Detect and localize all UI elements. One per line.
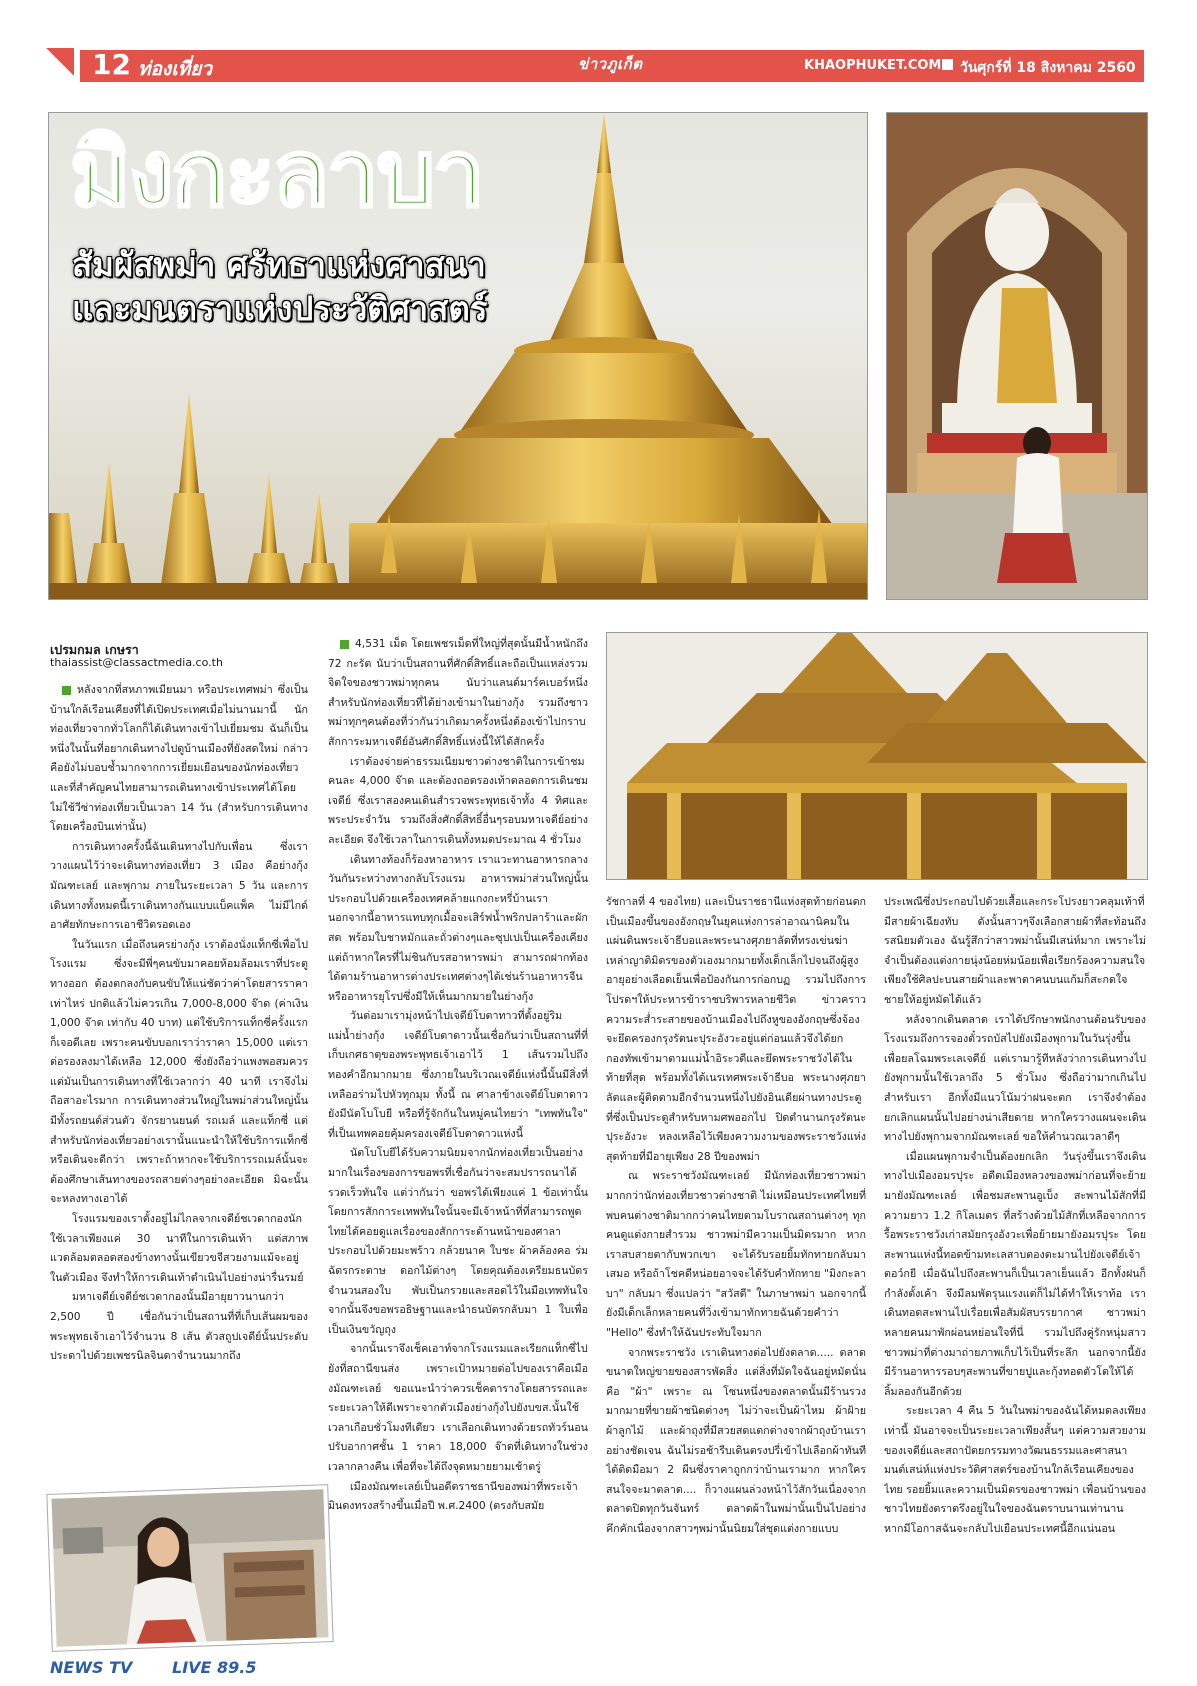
mandalay-palace-photo	[606, 632, 1148, 880]
paragraph: การเดินทางครั้งนี้ฉันเดินทางไปกับเพื่อน ซึ่งเราวางแผนไว้ว่าจะเดินทางท่องเที่ยว 3 เมือง คือย่างกุ้ง มัณฑะเลย์ และพุกาม ภายในระยะเวลา 5 วัน และการเดินทางทั้งหมดนี้เราเดินทางกันแบบแบ็คแพ็ค ไม่มีไกด์ อาศัยทักษะการเอาชีวิตรอดเอง	[50, 839, 308, 932]
article-title: มิงกะลาบา	[70, 120, 483, 227]
paragraph: รัชกาลที่ 4 ของไทย) และเป็นราชธานีแห่งสุดท้ายก่อนตกเป็นเมืองขึ้นของอังกฤษในยุคแห่งการล่าอาณานิคมในแผ่นดินพระเจ้าธีบอและพระนางศุภยาลัตที่ทรงเข่นฆ่าเหล่าญาติมิตรของตัวเองมากมายทั้งเด็กเล็กไปจนถึงผู้สูงอายุอย่างเลือดเย็นเพื่อป้องกันการก่อกบฏ รวมไปถึงการโปรดฯให้ประหารข้าราชบริพารหลายชีวิต ข่าวคราวความระส่ำระสายของบ้านเมืองไปถึงหูของอังกฤษซึ่งจ้องจะยึดครองกรุงรัตนะปุระอังวะอยู่แต่ก่อนแล้วจึงได้ยกกองทัพเข้ามาตามแม่น้ำอิระวดีและยึดพระราชวังได้ในท้ายที่สุด พร้อมทั้งได้เนรเทศพระเจ้าธีบอ พระนางศุภยาลัตและผู้ติดตามอีกจำนวนหนึ่งไปยังอินเดียผ่านทางประตูที่ซึ่งเป็นประตูสำหรับหามศพออกไป ปิดตำนานกรุงรัตนะปุระอังวะ หลงเหลือไว้เพียงความงามของพระราชวังแห่งสุดท้ายที่มีอายุเพียง 28 ปีของพม่า	[606, 895, 866, 1163]
paragraph: มหาเจดีย์เจดีย์ชเวดากองนั้นมีอายุยาวนานกว่า 2,500 ปี เชื่อกันว่าเป็นสถานที่ที่เก็บเส้นผมของพระพุทธเจ้าเอาไว้จำนวน 8 เส้น ตัวสถูปเจดีย์นั้นประดับประดาไปด้วยเพชรนิลจินดาจำนวนมากถึง	[50, 1290, 308, 1363]
section-corner-icon	[46, 48, 74, 76]
traveler-photo	[47, 1485, 332, 1651]
article-column-4	[884, 892, 1146, 1658]
paragraph: เราต้องจ่ายค่าธรรมเนียมชาวต่างชาติในการเข้าชมคนละ 4,000 จ๊าด และต้องถอดรองเท้าตลอดการเดินชมเจดีย์ ซึ่งเราสองคนเดินสำรวจพระพุทธเจ้าทั้ง 4 ทิศและพระประจำวัน รวมถึงสิ่งศักดิ์สิทธิ์อื่นๆรอบมหาเจดีย์อย่างละเอียด จึงใช้เวลาในการเดินทั้งหมดประมาณ 4 ชั่วโมง	[328, 754, 588, 846]
page-number: 12	[92, 48, 131, 81]
article-column-1	[50, 680, 308, 1480]
paragraph: ในวันแรก เมื่อถึงนครย่างกุ้ง เราต้องนั่งแท็กซี่เพื่อไปโรงแรม ซึ่งจะมีพี่ๆคนขับมาคอยห้อมล้อมเราที่ประตูทางออก ต้องตกลงกับคนขับให้แน่ชัดว่าค่าโดยสารราคาเท่าไหร่ ปกติแล้วไม่ควรเกิน 7,000-8,000 จ๊าด (ค่าเงิน 1,000 จ๊าด เท่ากับ 40 บาท) แต่ใช้บริการแท็กซี่ครั้งแรกก็เจอดีเลย เพราะคนขับบอกเราว่าราคา 15,000 แต่เราต่อรองลงมาได้เหลือ 12,000 ซึ่งยังถือว่าแพงพอสมควร แต่มันเป็นการเดินทางที่ใช้เวลากว่า 40 นาที เราจึงไม่ถือสาอะไรมาก การเดินทางส่วนใหญ่ในพม่าส่วนใหญ่นั้นมีทั้งรถยนต์ส่วนตัว จักรยานยนต์ รถเมล์ และแท็กซี่ แต่สำหรับนักท่องเที่ยวอย่างเรานั้นแนะนำให้ใช้บริการแท็กซี่หรือเดินจะดีกว่า เพราะถ้าหากจะใช้บริการรถเมล์นั้นจะต้องศึกษาเส้นทางของรถสายต่างๆอย่างละเอียด มิฉะนั้นจะหลงทางเอาได้	[50, 937, 308, 1206]
paragraph: เมืองมัณฑะเลย์เป็นอดีตราชธานีของพม่าที่พระเจ้ามินดงทรงสร้างขึ้นเมื่อปี พ.ศ.2400 (ตรงกับสมัย	[328, 1479, 578, 1513]
article-column-3	[606, 892, 866, 1658]
masthead-logo: ข่าวภูเก็ต	[578, 55, 643, 73]
paragraph: นัตโบโบยีได้รับความนิยมจากนักท่องเที่ยวเป็นอย่างมากในเรื่องของการขอพรที่เชื่อกันว่าจะสมปรารถนาได้รวดเร็วทันใจ แต่ว่ากันว่า ขอพรได้เพียงแค่ 1 ข้อเท่านั้น โดยการสักการะเทพทันใจนั้นจะมีเจ้าหน้าที่ที่สามารถพูดไทยได้คอยดูแลเรื่องของสักการะด้านหน้าของศาลา ประกอบไปด้วยมะพร้าว กล้วยนาค ใบชะ ผ้าคล้องคอ ร่มฉัตรกระดาษ ดอกไม้ต่างๆ โดยคุณต้องเตรียมธนบัตรจำนวนสองใบ พับเป็นกรวยและสอดไว้ในมือเทพทันใจ จากนั้นจึงขอพรอธิษฐานและนำธนบัตรกลับมา 1 ใบเพื่อเป็นเงินขวัญถุง	[328, 1146, 588, 1336]
paragraph: จากนั้นเราจึงเช็คเอาท์จากโรงแรมและเรียกแท็กซี่ไปยังที่สถานีขนส่ง เพราะเป้าหมายต่อไปของเราคือเมืองมัณฑะเลย์ ขอแนะนำว่าควรเช็คตารางโดยสารรถและระยะเวลาให้ดีเพราะจากตัวเมืองย่างกุ้งไปยังบขส.นั้นใช้เวลาเกือบชั่วโมงทีเดียว เราเลือกเดินทางด้วยรถทัวร์นอนปรับอากาศชั้น 1 ราคา 18,000 จ๊าดที่เดินทางในช่วงเวลากลางคืน เพื่อที่จะได้ถึงจุดหมายยามเช้าตรู่	[328, 1342, 588, 1473]
buddha-statue-photo	[886, 112, 1148, 600]
paragraph: ประเพณีซึ่งประกอบไปด้วยเสื้อและกระโปรงยาวคลุมเท้าที่มีสายผ้าเฉียงทับ ดังนั้นสาวๆจึงเลือกสายผ้าที่สะท้อนถึงรสนิยมตัวเอง ฉันรู้สึกว่าสาวพม่านั้นมีเสน่ห์มาก เพราะไม่จำเป็นต้องแต่งกายนุ่งน้อยห่มน้อยเพื่อเรียกร้องความสนใจ เพียงใช้ศิลปะบนสายผ้าและพาตาคนบนแก้มก็สะกดใจชายให้อยู่หมัดได้แล้ว	[884, 895, 1146, 1006]
article-subtitle-line2: และมนตราแห่งประวัติศาสตร์	[72, 289, 488, 328]
issue-date: วันศุกร์ที่ 18 สิงหาคม 2560	[960, 60, 1136, 76]
separator-square-icon	[942, 59, 953, 70]
article-subtitle-line1: สัมผัสพม่า ศรัทธาแห่งศาสนา	[72, 245, 486, 284]
paragraph: เดินทางท้องก็ร้องหาอาหาร เราแวะทานอาหารกลางวันกันระหว่างทางกลับโรงแรม อาหารพม่าส่วนใหญ่นั้นประกอบไปด้วยเครื่องเทศคล้ายแกงกะหรี่บ้านเรา นอกจากนี้อาหารแทบทุกเมื้อจะเสิร์ฟน้ำพริกปลาร้าและผักสด พร้อมใบชาหมักและถั่วต่างๆและซุปเปเป็นเครื่องเคียง แต่ถ้าหากใครที่ไม่ชินกับรสอาหารพม่า สามารถฝากท้องได้ตามร้านอาหารต่างประเทศต่างๆได้เช่นร้านอาหารจีนหรืออาหารยุโรปซึ่งมีให้เห็นมากมายในย่างกุ้ง	[328, 852, 588, 1003]
author-email[interactable]: thaiassist@classactmedia.co.th	[50, 656, 223, 669]
footer-live-logo[interactable]: LIVE 89.5	[172, 1658, 257, 1677]
paragraph: เมื่อแผนพุกามจำเป็นต้องยกเลิก วันรุ่งขึ้นเราจึงเดินทางไปเมืองอมรปุระ อดีตเมืองหลวงของพม่าก่อนที่จะย้ายมายังมัณฑะเลย์ เพื่อชมสะพานอูเบ็ง สะพานไม้สักที่มีความยาว 1.2 กิโลเมตร ที่สร้างด้วยไม้สักที่เหลือจากการรื้อพระราชวังเก่าสมัยกรุงอังวะเพื่อย้ายมายังอมรปุระ โดยสะพานแห่งนี้ทอดข้ามทะเลสาบตองตะมานไปยังเจดีย์เจ้าตอว์กยี เมื่อฉันไปถึงสะพานก็เป็นเวลาเย็นแล้ว อีกทั้งฝนก็กำลังตั้งเค้า จึงมีลมพัดรุนแรงแต่ก็ไม่ได้ทำให้เราท้อ เราเดินทอดสะพานไปเรื่อยเพื่อสัมผัสบรรยากาศ ชาวพม่าหลายคนมาพักผ่อนหย่อนใจที่นี่ รวมไปถึงคู่รักหนุ่มสาวชาวพม่าที่ต่างมาถ่ายภาพเก็บไว้เป็นที่ระลึก นอกจากนี้ยังมีร้านอาหารรอบๆสะพานที่ขายปูและกุ้งทอดตัวโตให้ได้ลิ้มลองกันอีกด้วย	[884, 1149, 1146, 1398]
paragraph: หลังจากเดินตลาด เราได้ปรึกษาพนักงานต้อนรับของโรงแรมถึงการจองตั๋วรถบัสไปยังเมืองพุกามในวันรุ่งขึ้นเพื่อยลโฉมพระเลเจดีย์ แต่เรามารู้ทีหลังว่าการเดินทางไปยังพุกามนั้นใช้เวลาถึง 5 ชั่วโมง ซึ่งถือว่ามากเกินไปสำหรับเรา อีกทั้งมีแนวโน้มว่าฝนจะตก เราจึงจำต้องยกเลิกแผนนั้นไปอย่างน่าเสียดาย หากใครวางแผนจะเดินทางไปยังพุกามจากมัณฑะเลย์ ขอให้คำนวณเวลาดีๆ	[884, 1012, 1146, 1144]
footer-news-logo[interactable]: NEWS TV	[50, 1658, 133, 1677]
paragraph: วันต่อมาเรามุ่งหน้าไปเจดีย์โบตาทาวที่ตั้งอยู่ริมแม่น้ำย่างกุ้ง เจดีย์โบตาดาวนั้นเชื่อกันว่าเป็นสถานที่ที่เก็บเกศธาตุของพระพุทธเจ้าเอาไว้ 1 เส้นรวมไปถึงทองคำอีกมากมาย ซึ่งภายในบริเวณเจดีย์แห่งนี้นั้นมีสิ่งที่เหลืออร่ามไปหัวทุกมุม ทั้งนี้ ณ ศาลาข้างเจดีย์โบตาดาวยังมีนัตโบโบยี หรือที่รู้จักกันในหมู่คนไทยว่า "เทพทันใจ" ที่เป็นเทพคอยคุ้มครองเจดีย์โบตาดาวแห่งนี้	[328, 1009, 588, 1140]
author-name: เปรมกมล เกษรา	[50, 642, 139, 657]
paragraph: โรงแรมของเราตั้งอยู่ไม่ไกลจากเจดีย์ชเวดากองนัก ใช้เวลาเพียงแค่ 30 นาทีในการเดินเท้า แต่สภาพแวดล้อมตลอดสองข้างทางนั้นเขียวขจีสวยงามแม้จะอยู่ในตัวเมือง จึงทำให้การเดินเท้าดำเนินไปอย่างน่ารื่นรมย์	[50, 1212, 308, 1284]
paragraph: หลังจากที่สหภาพเมียนมา หรือประเทศพม่า ซึ่งเป็นบ้านใกล้เรือนเคียงที่ได้เปิดประเทศเมื่อไม่นานมานี้ นักท่องเที่ยวจากทั่วโลกก็ได้เดินทางเข้าไปเยี่ยมชม ฉันก็เป็นหนึ่งในนั้นที่อยากเดินทางไปดูบ้านเมืองที่ยังสดใหม่ กล่าวคือยังไม่บอบช้ำมากจากการเยี่ยมเยือนของนักท่องเที่ยวและที่สำคัญคนไทยสามารถเดินทางเข้าประเทศได้โดยไม่ใช้วีซ่าท่องเที่ยวเป็นเวลา 14 วัน (สำหรับการเดินทางโดยเครื่องบินเท่านั้น)	[50, 680, 308, 837]
article-column-2	[328, 634, 588, 1658]
paragraph: ณ พระราชวังมัณฑะเลย์ มีนักท่องเที่ยวชาวพม่ามากกว่านักท่องเที่ยวชาวต่างชาติ ไม่เหมือนประเทศไทยที่พบคนต่างชาติมากกว่าคนไทยตามโบราณสถานต่างๆ ทุกคนดูแต่งกายสำรวม ชาวพม่ามีความเป็นมิตรมาก หากเราสบสายตากับพวกเขา จะได้รับรอยยิ้มทักทายกลับมาเสมอ หรือถ้าโชคดีหน่อยอาจจะได้รับคำทักทาย "มิงกะลาบา" กลับมา ซึ่งแปลว่า "สวัสดี" ในภาษาพม่า นอกจากนี้ยังมีเด็กเล็กหลายคนที่วิ่งเข้ามาทักทายฉันด้วยคำว่า "Hello" ซึ่งทำให้ฉันประทับใจมาก	[606, 1169, 866, 1340]
paragraph: ระยะเวลา 4 คืน 5 วันในพม่าของฉันได้หมดลงเพียงเท่านี้ มันอาจจะเป็นระยะเวลาเพียงสั้นๆ แต่ความสวยงามของเจดีย์และสถาปัตยกรรมทางวัฒนธรรมและศาสนา มนต์เสน่ห์แห่งประวัติศาสตร์ของบ้านใกล้เรือนเคียงของไทย รอยยิ้มและความเป็นมิตรของชาวพม่า เพื่อนบ้านของชาวไทยยังตราตรึงอยู่ในใจของฉันตราบนานเท่านาน หากมีโอกาสฉันจะกลับไปเยือนประเทศนี้อีกแน่นอน	[884, 1404, 1146, 1535]
section-name: ท่องเที่ยว	[138, 58, 213, 80]
paragraph: จากพระราชวัง เราเดินทางต่อไปยังตลาด..... ตลาดขนาดใหญ่ขายของสารพัดสิ่ง แต่สิ่งที่มัดใจฉันอยู่หมัดนั่นคือ "ผ้า" เพราะ ณ โซนหนึ่งของตลาดนั้นมีร้านรวงมากมายที่ขายผ้าชนิดต่างๆ ไม่ว่าจะเป็นผ้าไหม ผ้าฝ้าย ผ้าลูกไม้ และผ้าถุงที่มีสวยสดแตกต่างจากผ้าถุงบ้านเราอย่างชัดเจน ฉันไม่รอช้ารีบเดินตรงปรี่เข้าไปเลือกผ้าทันทีได้ติดมือมา 2 ผืนซึ่งราคาถูกกว่าบ้านเรามาก หากใครสนใจจะมาตลาด.... ก็วางแผนล่วงหน้าไว้สักวันเนื่องจากตลาดปิดทุกวันจันทร์ ตลาดผ้าในพม่านั้นเป็นไปอย่างคึกคักเนื่องจากสาวๆพม่านั้นนิยมใส่ชุดแต่งกายแบบ	[606, 1345, 866, 1535]
paragraph: 4,531 เม็ด โดยเพชรเม็ดที่ใหญ่ที่สุดนั้นมีน้ำหนักถึง 72 กะรัต นับว่าเป็นสถานที่ศักดิ์สิทธิ์และถือเป็นแหล่งรวมจิตใจของชาวพม่าทุกคน นับว่าแลนด์มาร์คเบอร์หนึ่งสำหรับนักท่องเที่ยวที่ได้ย่างเข้ามาในย่างกุ้ง รวมถึงชาวพม่าทุกๆคนต้องที่ว่ากันว่าเกิดมาครั้งหนึ่งต้องเข้าไปกราบสักการะมหาเจดีย์อันศักดิ์สิทธิ์แห่งนี้ให้ได้สักครั้ง	[328, 634, 588, 752]
site-url[interactable]: KHAOPHUKET.COM	[804, 58, 942, 73]
buddha-illustration	[887, 113, 1147, 599]
traveler-illustration	[52, 1489, 329, 1646]
palace-illustration	[607, 633, 1147, 879]
